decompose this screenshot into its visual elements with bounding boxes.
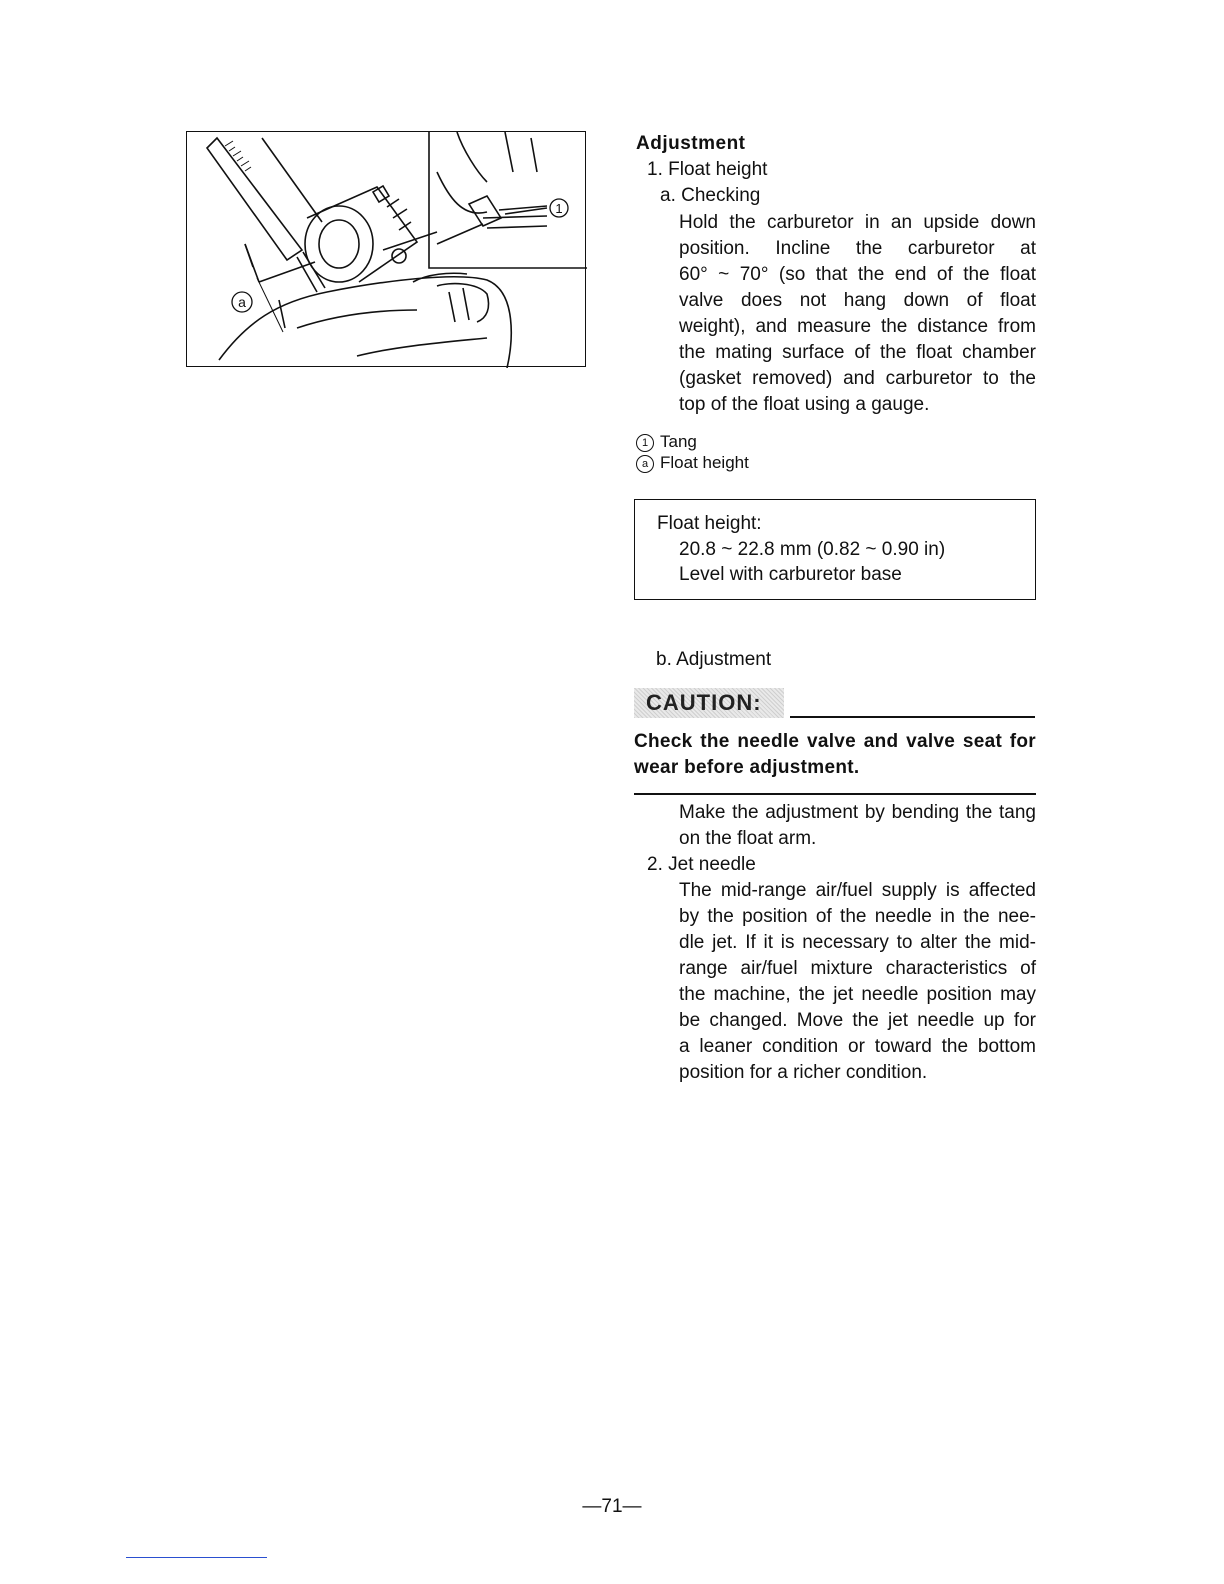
jet-line: the machine, the jet needle position may [679, 984, 1036, 1005]
carburetor-float-height-figure [186, 131, 586, 367]
caution-label: CAUTION: [634, 688, 784, 718]
spec-value: 20.8 ~ 22.8 mm (0.82 ~ 0.90 in) [679, 539, 946, 560]
caution-bottom-rule [634, 793, 1036, 795]
section-heading: Adjustment [636, 133, 746, 154]
tang-detail [469, 196, 501, 226]
checking-line: top of the float using a gauge. [679, 394, 930, 415]
callout-a-text: a [238, 294, 246, 310]
caution-line: Check the needle valve and valve seat for [634, 731, 1036, 752]
adjust-line: Make the adjustment by bending the tang [679, 802, 1036, 823]
checking-line: valve does not hang down of float [679, 290, 1036, 311]
jet-line: range air/fuel mixture characteristics of [679, 958, 1036, 979]
callout-1-text: 1 [555, 201, 563, 216]
callout-a-marker [232, 292, 252, 312]
footer-rule [126, 1557, 267, 1558]
jet-line: by the position of the needle in the nee- [679, 906, 1036, 927]
list-item-jet-needle: 2. Jet needle [647, 854, 756, 875]
checking-line: (gasket removed) and carburetor to the [679, 368, 1036, 389]
legend-number-marker: 1 [636, 434, 654, 452]
jet-line: position for a richer condition. [679, 1062, 928, 1083]
spec-box [634, 499, 1036, 600]
jet-line: be changed. Move the jet needle up for [679, 1010, 1036, 1031]
legend-item-float-height [636, 452, 1038, 473]
legend-label: Float height [660, 453, 749, 472]
caution-rule [790, 716, 1035, 718]
caution-line: wear before adjustment. [634, 757, 860, 778]
list-item-float-height: 1. Float height [647, 159, 768, 180]
list-item-adjustment: b. Adjustment [656, 649, 772, 670]
page-number: —71— [582, 1496, 642, 1517]
list-item-checking: a. Checking [660, 185, 761, 206]
legend-item-tang [636, 431, 1038, 452]
jet-line: dle jet. If it is necessary to alter the mid- [679, 932, 1036, 953]
gauge-ruler [207, 138, 302, 260]
adjust-line: on the float arm. [679, 828, 817, 849]
checking-line: Hold the carburetor in an upside down [679, 212, 1036, 233]
spec-note: Level with carburetor base [679, 564, 902, 585]
callout-1-marker [550, 199, 568, 217]
checking-line: weight), and measure the distance from [679, 316, 1036, 337]
carburetor-illustration [187, 132, 587, 368]
legend-letter-marker: a [636, 455, 654, 473]
legend-label: Tang [660, 432, 697, 451]
jet-line: a leaner condition or toward the bottom [679, 1036, 1036, 1057]
spec-title: Float height: [657, 513, 762, 534]
checking-line: position. Incline the carburetor at [679, 238, 1036, 259]
checking-line: the mating surface of the float chamber [679, 342, 1036, 363]
checking-line: 60° ~ 70° (so that the end of the float [679, 264, 1036, 285]
jet-line: The mid-range air/fuel supply is affected [679, 880, 1036, 901]
